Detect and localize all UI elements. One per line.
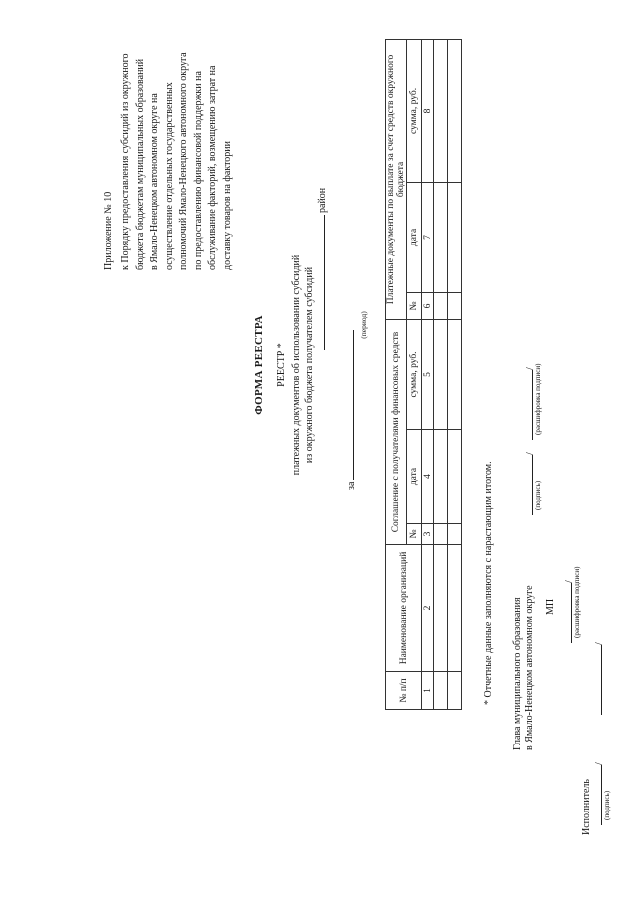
district-field	[314, 188, 328, 350]
appendix-number: Приложение № 10	[103, 191, 114, 270]
slash: /	[594, 762, 605, 765]
table-cell	[448, 672, 462, 710]
period-prefix: за	[346, 481, 357, 490]
executor-signature-caption: (подпись)	[603, 790, 611, 820]
table-cell	[448, 545, 462, 672]
appendix-line: осуществление отдельных государственных	[163, 82, 175, 270]
head-signatory-title	[512, 520, 536, 750]
table-row	[434, 39, 448, 709]
seal-placeholder: МП	[545, 598, 556, 615]
column-number: 4	[422, 430, 434, 524]
period-field	[343, 330, 357, 490]
subheader-agreement-sum: сумма, руб.	[407, 319, 422, 429]
header-number: № п/п	[386, 672, 422, 710]
executor-decode-blank	[592, 645, 602, 715]
table-cell	[434, 319, 448, 429]
table-cell	[434, 39, 448, 182]
table-header-row	[386, 39, 407, 709]
table-cell	[434, 430, 448, 524]
appendix-line: к Порядку предоставления субсидий из окружного	[120, 53, 131, 270]
column-number: 1	[422, 672, 434, 710]
subheader-agreement-number: №	[407, 524, 422, 545]
slash: /	[564, 580, 575, 583]
register-table	[385, 39, 462, 710]
table-cell	[448, 524, 462, 545]
table-cell	[434, 524, 448, 545]
register-subtitle-2: из окружного бюджета получателем субсидий	[304, 266, 315, 464]
slash: /	[525, 452, 536, 455]
executor-signature-blank	[592, 765, 602, 825]
table-cell	[448, 182, 462, 292]
head-signature-blank-2	[562, 583, 572, 643]
head-title-line: Глава муниципального образования	[512, 597, 523, 750]
head-signature-caption: (подпись)	[534, 480, 542, 510]
appendix-line: бюджета бюджетам муниципальных образований	[134, 58, 146, 270]
table-cell	[434, 182, 448, 292]
appendix-line: обслуживание факторий, возмещению затрат на	[207, 65, 218, 270]
district-blank-line	[314, 215, 325, 350]
appendix-line: доставку товаров на фактории	[221, 140, 233, 270]
table-cell	[448, 430, 462, 524]
column-number: 8	[422, 39, 434, 182]
column-number: 2	[422, 545, 434, 672]
table-cell	[448, 39, 462, 182]
executor-decode-line	[592, 642, 605, 715]
subheader-payment-sum: сумма, руб.	[407, 39, 422, 182]
subheader-payment-number: №	[407, 292, 422, 319]
table-cell	[434, 292, 448, 319]
table-cell	[434, 672, 448, 710]
column-number: 7	[422, 182, 434, 292]
slash: /	[525, 367, 536, 370]
table-row	[448, 39, 462, 709]
footnote: * Отчетные данные заполняются с нарастающим итогом.	[483, 461, 494, 705]
head-decode-blank	[523, 370, 533, 440]
appendix-line: полномочий Ямало-Ненецкого автономного округа	[178, 52, 189, 270]
appendix-line: по предоставлению финансовой поддержки на	[192, 71, 204, 270]
table-cell	[434, 545, 448, 672]
district-label: район	[317, 187, 328, 213]
head-title-line: в Ямало-Ненецком автономном округе	[524, 585, 535, 750]
register-title: РЕЕСТР *	[276, 343, 287, 387]
table-cell	[448, 319, 462, 429]
subheader-payment-date: дата	[407, 182, 422, 292]
executor-label: Исполнитель	[581, 779, 592, 835]
table-cell	[448, 292, 462, 319]
slash: /	[594, 642, 605, 645]
period-blank-line	[343, 330, 354, 480]
head-signature-blank	[523, 455, 533, 515]
appendix-text	[119, 30, 235, 270]
column-number: 6	[422, 292, 434, 319]
subheader-agreement-date: дата	[407, 430, 422, 524]
header-payment-documents: Платежные документы по выплате за счет средств окружного бюджета	[386, 39, 407, 319]
appendix-line: в Ямало-Ненецком автономном округе на	[149, 93, 160, 270]
head-decode-caption: (расшифровка подписи)	[534, 363, 542, 435]
column-number: 3	[422, 524, 434, 545]
register-subtitle-1: платежных документов об использовании субсидий	[291, 254, 302, 476]
header-organization-name: Наименование организаций	[386, 545, 422, 672]
period-caption: (период)	[359, 311, 368, 339]
header-agreement: Соглашение с получателями финансовых средств	[386, 319, 407, 544]
column-number-row	[422, 39, 434, 709]
form-title: ФОРМА РЕЕСТРА	[253, 315, 265, 415]
column-number: 5	[422, 319, 434, 429]
head-decode-caption-2: (расшифровка подписи)	[573, 566, 581, 638]
